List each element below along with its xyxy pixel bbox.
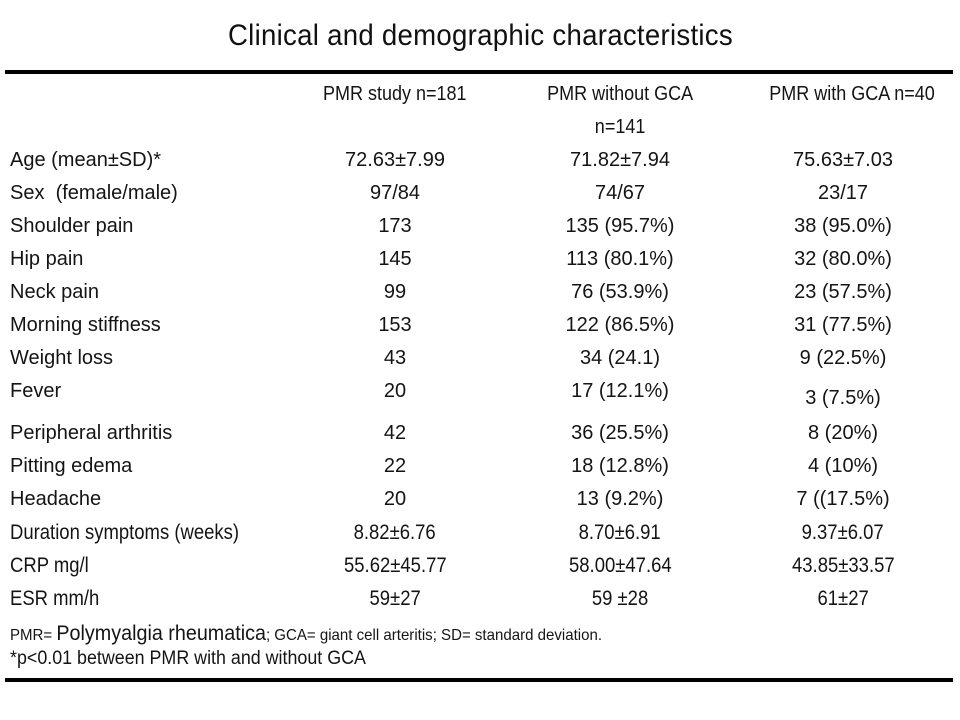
table-row	[8, 417, 960, 450]
cell-value: 23/17	[817, 182, 869, 204]
cell-value: 61±27	[817, 587, 869, 610]
header-empty-cell	[8, 78, 310, 144]
row-label: Shoulder pain	[10, 215, 134, 237]
table-row	[8, 450, 960, 483]
cell-value: 43.85±33.57	[791, 554, 895, 577]
table-row	[8, 483, 960, 516]
table-row	[8, 582, 960, 615]
cell-value: 7 ((17.5%)	[796, 488, 890, 510]
footnote-abbreviations	[10, 622, 960, 646]
cell-value: 20	[383, 488, 407, 510]
cell-value: 34 (24.1)	[579, 347, 661, 369]
cell-value: 4 (10%)	[807, 455, 879, 477]
cell-value: 58.00±47.64	[568, 554, 672, 577]
row-label: Pitting edema	[10, 455, 133, 477]
cell-value: 173	[378, 215, 412, 237]
table-row	[8, 342, 960, 375]
cell-value: 38 (95.0%)	[794, 215, 892, 237]
cell-value: 17 (12.1%)	[571, 380, 669, 402]
footnote-emphasis: Polymyalgia rheumatica	[56, 622, 266, 645]
row-label: Headache	[10, 488, 102, 510]
cell-value: 122 (86.5%)	[565, 314, 675, 336]
cell-value: 8 (20%)	[807, 422, 879, 444]
cell-value: 55.62±45.77	[343, 554, 447, 577]
cell-value: 43	[383, 347, 407, 369]
table-row	[8, 375, 960, 408]
row-label: Duration symptoms (weeks)	[10, 521, 240, 544]
page-title: Clinical and demographic characteristics	[227, 19, 733, 52]
cell-value: 76 (53.9%)	[571, 281, 669, 303]
cell-value: 135 (95.7%)	[565, 215, 675, 237]
row-label: ESR mm/h	[10, 587, 100, 610]
row-label: Age (mean±SD)*	[10, 149, 162, 171]
cell-value: 9 (22.5%)	[799, 347, 887, 369]
table-row	[8, 309, 960, 342]
footnote-prefix: PMR=	[10, 627, 57, 644]
row-label: Hip pain	[10, 248, 84, 270]
cell-value: 42	[383, 422, 407, 444]
row-label: CRP mg/l	[10, 554, 89, 577]
table-row	[8, 276, 960, 309]
table-row	[8, 549, 960, 582]
footnotes	[10, 622, 960, 672]
table-header-row	[8, 74, 960, 144]
cell-value: 97/84	[369, 182, 421, 204]
row-label: Fever	[10, 380, 62, 402]
table-row	[8, 243, 960, 276]
cell-value: 8.70±6.91	[578, 521, 662, 544]
cell-value: 99	[383, 281, 407, 303]
row-label: Peripheral arthritis	[10, 422, 173, 444]
cell-value: 31 (77.5%)	[794, 314, 892, 336]
cell-value: 23 (57.5%)	[794, 281, 892, 303]
footnote-pvalue: *p<0.01 between PMR with and without GCA	[10, 648, 366, 669]
row-label: Sex (female/male)	[10, 182, 178, 204]
cell-value: 18 (12.8%)	[571, 455, 669, 477]
cell-value: 59±27	[369, 587, 421, 610]
table-row	[8, 516, 960, 549]
cell-value: 36 (25.5%)	[571, 422, 669, 444]
row-label: Morning stiffness	[10, 314, 161, 336]
row-label: Neck pain	[10, 281, 99, 303]
cell-value: 145	[378, 248, 412, 270]
table-row	[8, 177, 960, 210]
cell-value: 71.82±7.94	[570, 149, 670, 171]
header-col2: PMR without GCA n=141	[546, 83, 694, 138]
cell-value: 32 (80.0%)	[794, 248, 892, 270]
cell-value: 72.63±7.99	[345, 149, 445, 171]
cell-value: 13 (9.2%)	[576, 488, 664, 510]
cell-value: 59 ±28	[591, 587, 649, 610]
bottom-rule	[5, 678, 953, 682]
header-col1: PMR study n=181	[323, 83, 467, 105]
row-label: Weight loss	[10, 347, 114, 369]
cell-value: 8.82±6.76	[353, 521, 437, 544]
table-row	[8, 210, 960, 243]
cell-value: 9.37±6.07	[801, 521, 885, 544]
cell-value: 113 (80.1%)	[566, 248, 674, 270]
cell-value: 74/67	[594, 182, 646, 204]
cell-value: 22	[383, 455, 407, 477]
table-row	[8, 144, 960, 177]
cell-value: 20	[383, 380, 407, 402]
cell-value: 3 (7.5%)	[805, 387, 881, 409]
header-col3: PMR with GCA n=40	[769, 83, 935, 105]
cell-value: 75.63±7.03	[793, 149, 893, 171]
cell-value: 153	[378, 314, 412, 336]
footnote-rest: ; GCA= giant cell arteritis; SD= standard deviation.	[265, 627, 603, 644]
